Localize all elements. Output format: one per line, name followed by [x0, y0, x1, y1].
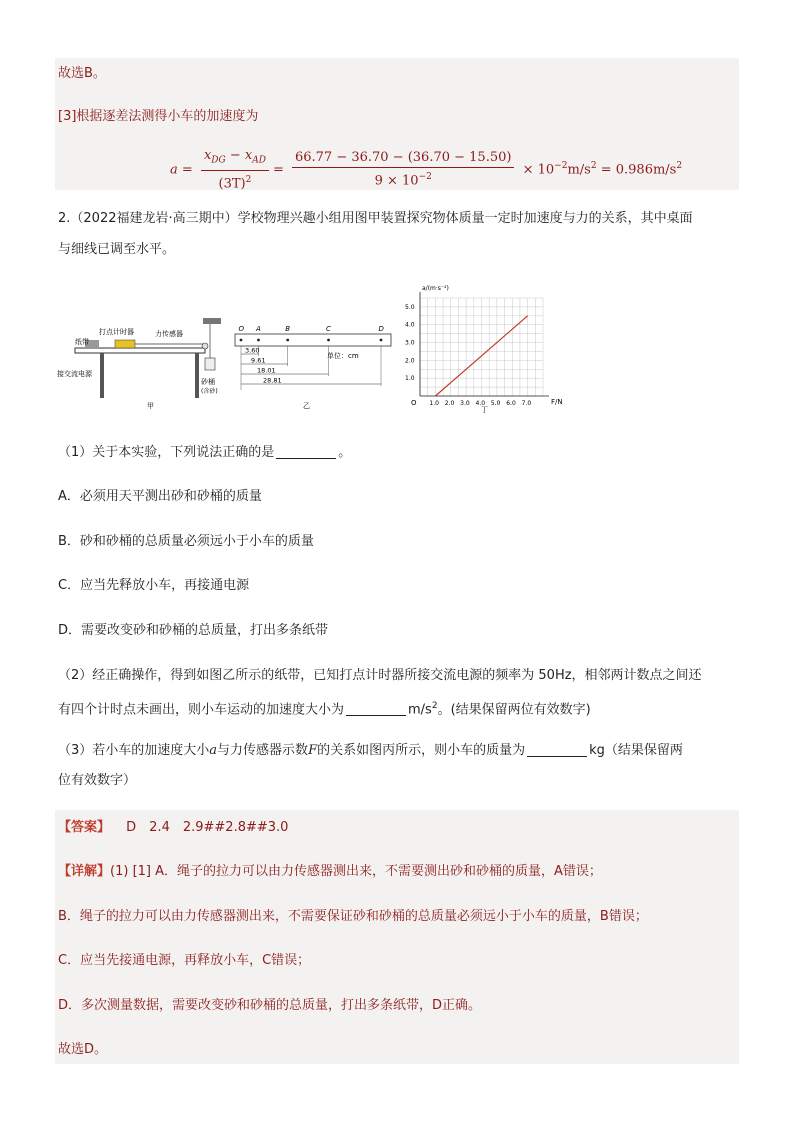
- table-leg-left: [100, 353, 104, 398]
- label-timer: 打点计时器: [99, 328, 134, 336]
- formula-fraction-1: $\frac{x_{DG} - x_{AD}}{(3T)^2}$: [201, 148, 269, 192]
- question-line-2: 与细线已调至水平。: [58, 242, 176, 257]
- cart: [115, 340, 135, 348]
- x-tick-label: 4.0: [475, 400, 486, 407]
- detail-line-2: B．绳子的拉力可以由力传感器测出来，不需要保证砂和砂桶的总质量必须远小于小车的质量，B错误；: [58, 909, 648, 924]
- caption-jia: 甲: [147, 402, 154, 410]
- y-tick-label: 2.0: [405, 357, 415, 365]
- label-sand-2: (含砂): [201, 388, 218, 395]
- force-sensor-block: [203, 318, 221, 324]
- x-tick-label: 7.0: [521, 400, 532, 407]
- acceleration-formula: a = $\frac{x_{DG} - x_{AD}}{(3T)^2}$ = $\frac{66.77 - 36.70 - (36.70 - 15.50)}{9 \times 10^{-2}}$ × $10^{-2}m/s^2 = 0.986m/s^2$: [170, 148, 683, 191]
- detail-tag: 【详解】: [58, 864, 111, 879]
- label-power: 接交流电源: [57, 370, 92, 378]
- answer-line: [58, 818, 288, 838]
- detail-line-3: C．应当先接通电源，再释放小车，C错误；: [58, 953, 311, 968]
- measure-label: 28.81: [263, 376, 282, 385]
- answer-blank-2[interactable]: [346, 701, 406, 716]
- answer-block: [55, 810, 739, 1064]
- chart-ylabel: a/(m·s⁻²): [422, 285, 449, 292]
- answer-blank-3[interactable]: [527, 742, 587, 757]
- x-tick-label: 3.0: [460, 400, 470, 407]
- tape-unit: 单位：cm: [327, 352, 359, 360]
- x-tick-label: 1.0: [429, 400, 439, 407]
- tape-point-label: B: [285, 325, 291, 333]
- choose-b-text: 故选B。: [58, 66, 106, 81]
- question-3-line-2: 位有效数字）: [58, 773, 137, 788]
- tape-dot: [257, 339, 260, 342]
- detail-line-4: D．多次测量数据，需要改变砂和砂桶的总质量，打出多条纸带，D正确。: [58, 998, 482, 1013]
- answer-tag: 【答案】: [58, 820, 111, 835]
- option-d: D．需要改变砂和砂桶的总质量，打出多条纸带: [58, 623, 329, 638]
- option-a: A．必须用天平测出砂和砂桶的质量: [58, 489, 262, 504]
- tape-point-label: A: [255, 325, 261, 333]
- option-b: B．砂和砂桶的总质量必须远小于小车的质量: [58, 534, 314, 549]
- experiment-figure: [55, 278, 575, 420]
- question-line-1: 2.（2022福建龙岩·高三期中）学校物理兴趣小组用图甲装置探究物体质量一定时加速度与力的关系，其中桌面: [58, 211, 693, 226]
- tape-point-label: C: [326, 325, 331, 333]
- caption-yi: 乙: [303, 402, 310, 410]
- x-tick-label: 5.0: [490, 400, 501, 407]
- formula-lhs: a: [170, 162, 178, 178]
- figure-yi: [235, 325, 391, 410]
- detail-line-5: 故选D。: [58, 1042, 108, 1057]
- label-sand: 砂桶: [201, 378, 215, 386]
- figure-ding-chart: [405, 285, 563, 414]
- chart-xlabel: F/N: [551, 398, 563, 406]
- label-sensor: 力传感器: [155, 330, 183, 338]
- y-tick-label: 5.0: [405, 303, 415, 311]
- figure-jia: [57, 318, 221, 410]
- method-text: [3]根据逐差法测得小车的加速度为: [58, 109, 259, 124]
- question-2-line-1: （2）经正确操作，得到如图乙所示的纸带，已知打点计时器所接交流电源的频率为 50Hz，相邻两计数点之间还: [58, 668, 702, 683]
- tape-dot: [240, 339, 243, 342]
- table-leg-right: [195, 353, 199, 398]
- y-tick-label: 4.0: [405, 321, 415, 329]
- sand-bucket-icon: [205, 358, 215, 370]
- chart-origin: O: [411, 399, 417, 407]
- tape-dot: [380, 339, 383, 342]
- label-tape: 纸带: [75, 338, 89, 346]
- tape-dot: [286, 339, 289, 342]
- tape-point-label: O: [238, 325, 245, 333]
- question-3-line-1: （3）若小车的加速度大小a与力传感器示数F的关系如图丙所示，则小车的质量为 kg（结果保留两: [58, 743, 683, 758]
- y-tick-label: 1.0: [405, 375, 415, 383]
- y-tick-label: 3.0: [405, 339, 415, 347]
- measure-label: 18.01: [257, 366, 276, 375]
- question-1: （1）关于本实验，下列说法正确的是 。: [58, 445, 352, 460]
- tape-dot: [327, 339, 330, 342]
- option-c: C．应当先释放小车，再接通电源: [58, 578, 250, 593]
- pulley-icon: [202, 343, 208, 349]
- answer-blank-1[interactable]: [276, 444, 336, 459]
- formula-fraction-2: $\frac{66.77 - 36.70 - (36.70 - 15.50)}{9 \times 10^{-2}}$: [292, 150, 514, 189]
- x-tick-label: 2.0: [444, 400, 455, 407]
- measure-label: 9.61: [251, 356, 266, 365]
- question-2-line-2: 有四个计时点未画出，则小车运动的加速度大小为 $m/s^2$。(结果保留两位有效数字): [58, 701, 591, 718]
- x-tick-label: 6.0: [506, 400, 516, 407]
- tape-point-label: D: [378, 325, 384, 333]
- caption-ding: 丁: [481, 406, 488, 414]
- table-top: [75, 348, 205, 353]
- detail-line-1: 【详解】(1) [1] A．绳子的拉力可以由力传感器测出来，不需要测出砂和砂桶的质量，A错误；: [58, 864, 602, 879]
- answer-values: D 2.4 2.9##2.8##3.0: [126, 820, 289, 835]
- measure-label: 3.60: [245, 346, 260, 355]
